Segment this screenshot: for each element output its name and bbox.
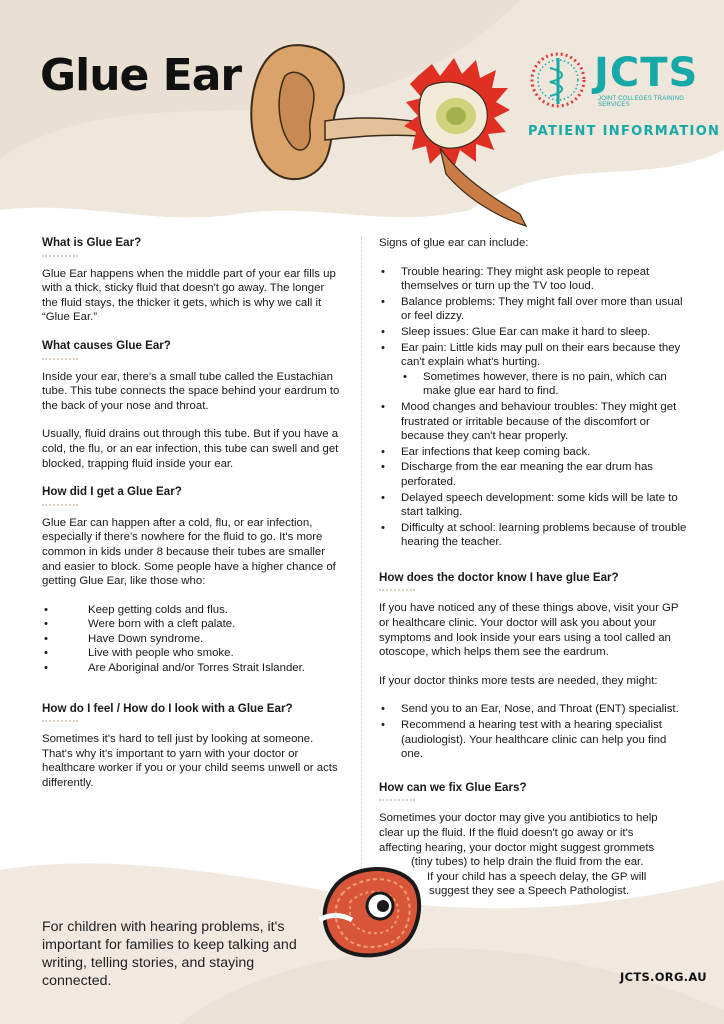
fix-line: (tiny tubes) to help drain the fluid from the ear. (411, 856, 644, 869)
fish-artwork (314, 858, 424, 962)
left-column (42, 236, 342, 791)
fix-line: affecting hearing, your doctor might suggest grommets (379, 841, 655, 854)
list-item: • Send you to an Ear, Nose, and Throat (ENT) specialist. (379, 702, 689, 717)
heading-rule (379, 589, 415, 591)
right-column (379, 236, 689, 899)
patient-information-label: PATIENT INFORMATION (528, 124, 721, 139)
list-item: • Mood changes and behaviour troubles: They might get frustrated or irritable because of the discomfort or because they can't hear properly. (379, 400, 689, 444)
ear-illustration (240, 36, 550, 236)
doctor-paragraph-1: If you have noticed any of these things above, visit your GP or healthcare clinic. Your doctor will ask you about your symptoms and look inside your ears using a tool called an otoscope, which helps them see the eardrum. (379, 602, 679, 659)
list-item: • Sometimes however, there is no pain, which can make glue ear hard to find. (401, 370, 689, 399)
fix-line: If your child has a speech delay, the GP will (427, 870, 647, 883)
page-title: Glue Ear (40, 50, 242, 101)
closing-message: For children with hearing problems, it's important for families to keep talking and writing, telling stories, and staying connected. (42, 919, 297, 989)
list-item-text: Ear pain: Little kids may pull on their ears because they can't explain what's hurting. (401, 341, 681, 369)
what-is-paragraph: Glue Ear happens when the middle part of your ear fills up with a thick, sticky fluid that doesn't go away. The longer the fluid stays, the thicker it gets, which is why we call it “Glue Ear.” (42, 267, 336, 324)
heading-how-do-i-feel: How do I feel / How do I look with a Glue Ear? (42, 701, 293, 715)
heading-what-causes: What causes Glue Ear? (42, 338, 171, 352)
heading-rule (42, 358, 78, 360)
signs-intro: Signs of glue ear can include: (379, 237, 529, 249)
column-divider (361, 236, 362, 896)
risk-list (42, 603, 342, 676)
list-item: • Have Down syndrome. (42, 632, 342, 647)
heading-rule (379, 799, 415, 801)
list-item: • Delayed speech development: some kids will be late to start talking. (379, 491, 689, 520)
causes-paragraph-2: Usually, fluid drains out through this tube. But if you have a cold, the flu, or an ear infection, this tube can swell and get blocked, trapping fluid inside your ear. (42, 428, 339, 470)
list-item (379, 341, 689, 399)
heading-how-did-i-get: How did I get a Glue Ear? (42, 485, 182, 499)
list-item: • Balance problems: They might fall over more than usual or feel dizzy. (379, 295, 689, 324)
doctor-paragraph-2: If your doctor thinks more tests are needed, they might: (379, 674, 658, 687)
signs-list (379, 265, 689, 550)
jcts-logo (528, 48, 721, 148)
list-item: • Discharge from the ear meaning the ear drum has perforated. (379, 460, 689, 489)
list-item: • Difficulty at school: learning problems because of trouble hearing the teacher. (379, 521, 689, 550)
list-item: • Are Aboriginal and/or Torres Strait Islander. (42, 661, 342, 676)
how-paragraph: Glue Ear can happen after a cold, flu, or ear infection, especially if there's nowhere for the fluid to go. It's more common in kids under 8 because their tubes are smaller and easier to block. Some people have a higher chance of getting Glue Ear, like those who: (42, 516, 336, 588)
heading-rule (42, 504, 78, 506)
tests-list (379, 702, 689, 761)
feel-paragraph: Sometimes it's hard to tell just by looking at someone. That's why it's important to yarn with your doctor or healthcare worker if you or your child seems unwell or acts differently. (42, 733, 338, 790)
fix-paragraph (379, 811, 689, 899)
list-item: • Sleep issues: Glue Ear can make it hard to sleep. (379, 325, 689, 340)
causes-paragraph-1: Inside your ear, there's a small tube called the Eustachian tube. This tube connects the space behind your eardrum to the back of your nose and throat. (42, 370, 340, 412)
heading-rule (42, 720, 78, 722)
signs-sublist (401, 370, 689, 399)
fix-line: Sometimes your doctor may give you antibiotics to help (379, 812, 658, 825)
list-item: • Ear infections that keep coming back. (379, 445, 689, 460)
logo-subtitle: JOINT COLLEGES TRAINING SERVICES (598, 96, 685, 108)
fix-line: clear up the fluid. If the fluid doesn't go away or it's (379, 827, 634, 839)
heading-how-to-fix: How can we fix Glue Ears? (379, 780, 527, 794)
list-item: • Live with people who smoke. (42, 646, 342, 661)
logo-wordmark: JCTS (594, 50, 699, 96)
heading-what-is-glue-ear: What is Glue Ear? (42, 236, 142, 249)
list-item: • Were born with a cleft palate. (42, 617, 342, 632)
heading-doctor-know: How does the doctor know I have glue Ear? (379, 570, 619, 584)
website-url[interactable]: JCTS.ORG.AU (620, 970, 707, 984)
heading-rule (42, 255, 78, 257)
fix-line: suggest they see a Speech Pathologist. (429, 885, 630, 898)
list-item: • Trouble hearing: They might ask people to repeat themselves or turn up the TV too loud. (379, 265, 689, 294)
caduceus-emblem-icon (528, 48, 588, 112)
list-item: • Recommend a hearing test with a hearing specialist (audiologist). Your healthcare clinic can help you find one. (379, 718, 689, 762)
list-item: • Keep getting colds and flus. (42, 603, 342, 618)
